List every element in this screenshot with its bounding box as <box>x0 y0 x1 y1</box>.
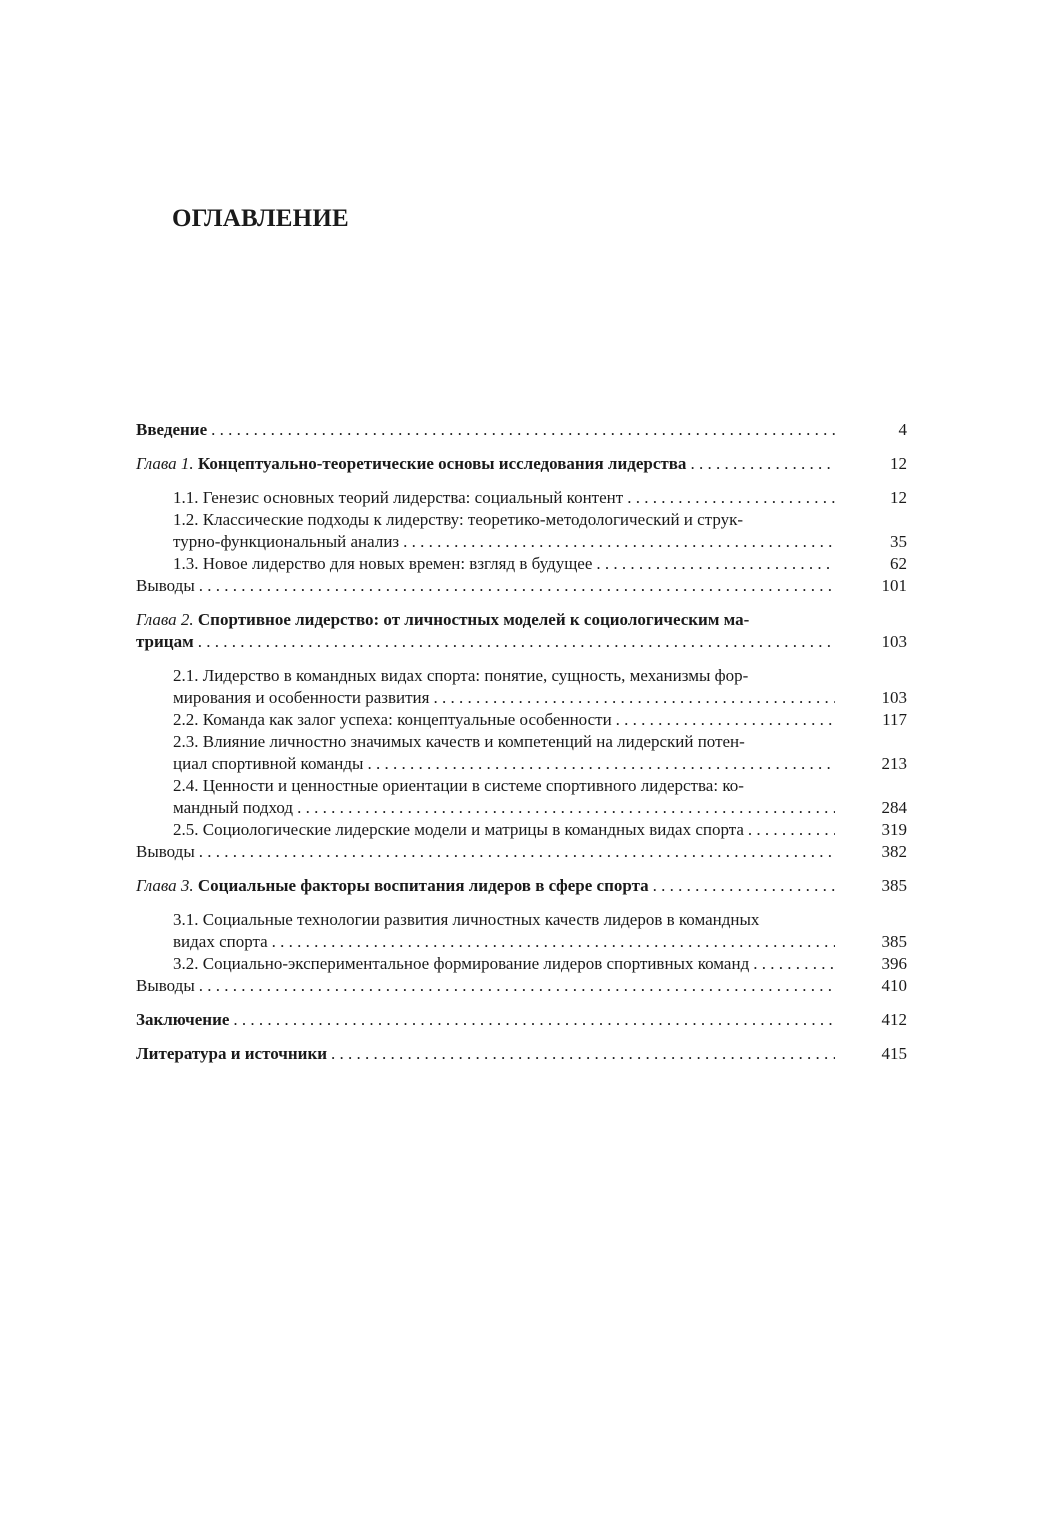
toc-page-number: 103 <box>881 632 907 651</box>
toc-page-number: 410 <box>881 976 907 995</box>
dot-leader <box>211 419 835 441</box>
toc-entry-conclusion[interactable] <box>136 1009 907 1031</box>
toc-entry-1-3[interactable] <box>136 553 907 575</box>
chapter-prefix: Глава 3. <box>136 876 194 895</box>
toc-page-number: 117 <box>882 710 907 729</box>
chapter-prefix: Глава 2. <box>136 610 194 629</box>
toc-label-line-2: мирования и особенности развития <box>173 688 430 707</box>
dot-leader <box>233 1009 835 1031</box>
toc-entry-2-1[interactable] <box>136 665 907 709</box>
toc-page-number: 103 <box>881 688 907 707</box>
toc-page-number: 382 <box>881 842 907 861</box>
toc-page-number: 284 <box>881 798 907 817</box>
toc-label-line-1: 1.2. Классические подходы к лидерству: теоретико-методологический и струк- <box>173 510 744 529</box>
toc-entry-3-1[interactable] <box>136 909 907 953</box>
toc-label: Введение <box>136 420 208 439</box>
toc-label-line-2: мандный подход <box>173 798 294 817</box>
toc-page-number: 12 <box>890 488 907 507</box>
toc-label: 1.3. Новое лидерство для новых времен: взгляд в будущее <box>173 554 593 573</box>
toc-label-line-1: 2.4. Ценности и ценностные ориентации в системе спортивного лидерства: ко- <box>173 776 744 795</box>
toc-label-line-2: трицам <box>136 632 194 651</box>
dot-leader <box>199 841 835 863</box>
dot-leader <box>616 709 835 731</box>
toc-page-number: 319 <box>881 820 907 839</box>
toc-label-line-1: 2.3. Влияние личностно значимых качеств и компетенций на лидерский потен- <box>173 732 745 751</box>
toc-entry-2-2[interactable] <box>136 709 907 731</box>
dot-leader <box>748 819 835 841</box>
dot-leader <box>272 931 835 953</box>
page-title: ОГЛАВЛЕНИЕ <box>172 205 349 232</box>
toc-entry-ch3-conclusions[interactable] <box>136 975 907 997</box>
toc-entry-chapter-1[interactable] <box>136 453 907 475</box>
toc-page-number: 412 <box>881 1010 907 1029</box>
toc-page-number: 62 <box>890 554 907 573</box>
toc-entry-3-2[interactable] <box>136 953 907 975</box>
toc-label-line-2: циал спортивной команды <box>173 754 364 773</box>
toc-label-line-2: турно-функциональный анализ <box>173 532 400 551</box>
chapter-prefix: Глава 1. <box>136 454 194 473</box>
toc-label-line-2: видах спорта <box>173 932 268 951</box>
toc-label: 2.5. Социологические лидерские модели и матрицы в командных видах спорта <box>173 820 744 839</box>
toc-label: Заключение <box>136 1010 230 1029</box>
dot-leader <box>627 487 835 509</box>
toc-entry-chapter-3[interactable] <box>136 875 907 897</box>
toc-entry-2-5[interactable] <box>136 819 907 841</box>
toc-entry-intro[interactable] <box>136 419 907 441</box>
toc-page-number: 12 <box>890 454 907 473</box>
toc-page-number: 385 <box>881 932 907 951</box>
toc-entry-1-2[interactable] <box>136 509 907 553</box>
toc-entry-1-1[interactable] <box>136 487 907 509</box>
toc-page-number: 35 <box>890 532 907 551</box>
dot-leader <box>199 575 835 597</box>
toc-entry-chapter-2[interactable] <box>136 609 907 653</box>
toc-entry-ch1-conclusions[interactable] <box>136 575 907 597</box>
toc-label: Выводы <box>136 976 195 995</box>
dot-leader <box>690 453 835 475</box>
dot-leader <box>331 1043 835 1065</box>
dot-leader <box>198 631 835 653</box>
toc-label: Социальные факторы воспитания лидеров в сфере спорта <box>197 876 649 895</box>
toc-page-number: 213 <box>881 754 907 773</box>
toc-label-line-1: Спортивное лидерство: от личностных моделей к социологическим ма- <box>197 610 750 629</box>
toc-entry-ch2-conclusions[interactable] <box>136 841 907 863</box>
toc-entry-literature[interactable] <box>136 1043 907 1065</box>
toc-entry-2-3[interactable] <box>136 731 907 775</box>
toc-label: Литература и источники <box>136 1044 328 1063</box>
dot-leader <box>596 553 835 575</box>
toc-label-line-1: 3.1. Социальные технологии развития личностных качеств лидеров в командных <box>173 910 760 929</box>
dot-leader <box>653 875 835 897</box>
dot-leader <box>433 687 835 709</box>
dot-leader <box>199 975 835 997</box>
toc-label: 2.2. Команда как залог успеха: концептуальные особенности <box>173 710 612 729</box>
dot-leader <box>297 797 835 819</box>
toc-label: Выводы <box>136 842 195 861</box>
toc-page-number: 396 <box>881 954 907 973</box>
toc-label: 1.1. Генезис основных теорий лидерства: социальный контент <box>173 488 624 507</box>
toc-label: Концептуально-теоретические основы исследования лидерства <box>197 454 687 473</box>
toc-page-number: 385 <box>881 876 907 895</box>
dot-leader <box>403 531 835 553</box>
table-of-contents <box>136 419 907 1065</box>
toc-page-number: 415 <box>881 1044 907 1063</box>
dot-leader <box>753 953 835 975</box>
toc-label: Выводы <box>136 576 195 595</box>
toc-label-line-1: 2.1. Лидерство в командных видах спорта: понятие, сущность, механизмы фор- <box>173 666 749 685</box>
toc-label: 3.2. Социально-экспериментальное формирование лидеров спортивных команд <box>173 954 750 973</box>
toc-page-number: 101 <box>881 576 907 595</box>
dot-leader <box>367 753 835 775</box>
toc-entry-2-4[interactable] <box>136 775 907 819</box>
toc-page-number: 4 <box>898 420 907 439</box>
